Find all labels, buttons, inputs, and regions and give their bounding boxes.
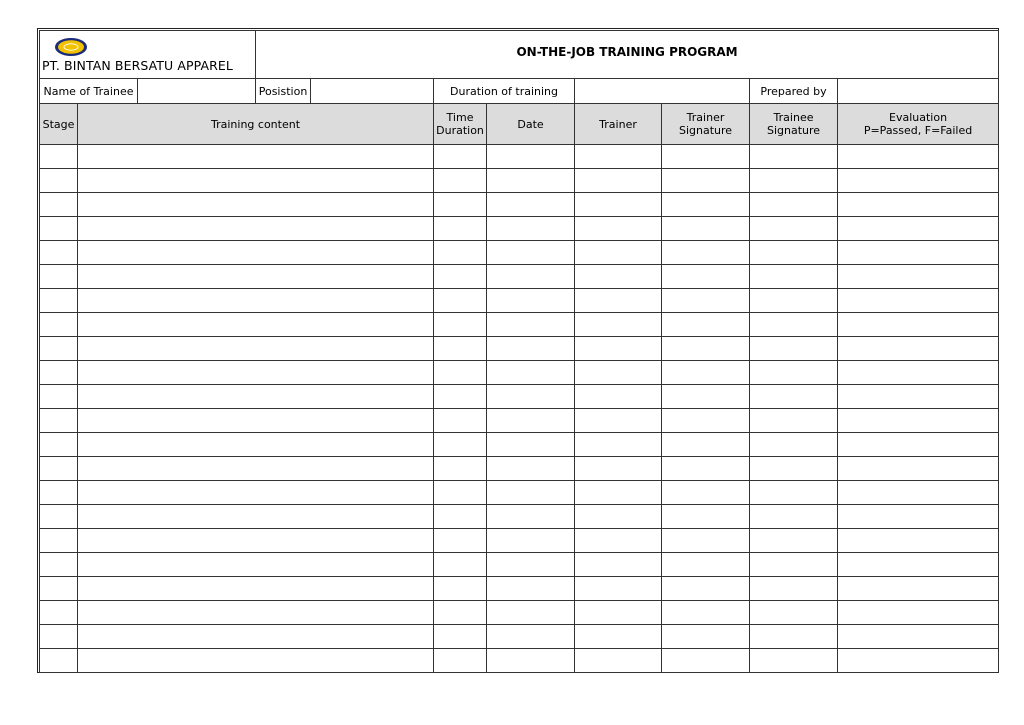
trainee-signature-cell[interactable] <box>750 457 838 481</box>
column-header-trainer: Trainer <box>575 104 662 145</box>
training-content-cell[interactable] <box>78 385 434 409</box>
trainee-signature-cell[interactable] <box>750 385 838 409</box>
date-cell[interactable] <box>487 601 575 625</box>
trainer-cell[interactable] <box>575 241 662 265</box>
trainer-signature-cell[interactable] <box>662 601 750 625</box>
stage-cell[interactable] <box>40 433 78 457</box>
stage-cell[interactable] <box>40 649 78 673</box>
company-logo <box>42 35 252 77</box>
trainee-signature-cell[interactable] <box>750 313 838 337</box>
trainer-signature-cell[interactable] <box>662 337 750 361</box>
trainer-cell[interactable] <box>575 193 662 217</box>
table-row <box>40 313 999 337</box>
date-cell[interactable] <box>487 145 575 169</box>
trainee-signature-cell[interactable] <box>750 265 838 289</box>
stage-cell[interactable] <box>40 601 78 625</box>
training-rows <box>40 145 999 673</box>
table-row <box>40 217 999 241</box>
trainer-cell[interactable] <box>575 625 662 649</box>
trainer-signature-cell[interactable] <box>662 577 750 601</box>
evaluation-cell[interactable] <box>838 409 999 433</box>
column-header-evaluation-line1: Evaluation <box>889 111 948 124</box>
time-duration-cell[interactable] <box>434 361 487 385</box>
trainee-signature-cell[interactable] <box>750 649 838 673</box>
trainer-signature-cell[interactable] <box>662 241 750 265</box>
name-of-trainee-label: Name of Trainee <box>40 79 138 104</box>
trainer-signature-cell[interactable] <box>662 193 750 217</box>
date-cell[interactable] <box>487 457 575 481</box>
time-duration-cell[interactable] <box>434 577 487 601</box>
trainer-cell[interactable] <box>575 433 662 457</box>
date-cell[interactable] <box>487 337 575 361</box>
column-header-date: Date <box>487 104 575 145</box>
trainer-cell[interactable] <box>575 145 662 169</box>
table-row <box>40 193 999 217</box>
date-cell[interactable] <box>487 289 575 313</box>
trainer-cell[interactable] <box>575 529 662 553</box>
trainer-cell[interactable] <box>575 289 662 313</box>
time-duration-cell[interactable] <box>434 289 487 313</box>
table-row <box>40 169 999 193</box>
date-cell[interactable] <box>487 217 575 241</box>
name-of-trainee-field[interactable] <box>138 79 256 104</box>
time-duration-cell[interactable] <box>434 385 487 409</box>
trainee-signature-cell[interactable] <box>750 289 838 313</box>
column-header-trainee-signature <box>750 104 838 145</box>
time-duration-cell[interactable] <box>434 505 487 529</box>
column-header-time-line1: Time <box>446 111 474 124</box>
trainee-info-row <box>40 79 999 104</box>
evaluation-cell[interactable] <box>838 289 999 313</box>
trainer-signature-cell[interactable] <box>662 553 750 577</box>
stage-cell[interactable] <box>40 529 78 553</box>
table-row <box>40 505 999 529</box>
trainer-signature-cell[interactable] <box>662 169 750 193</box>
trainee-signature-cell[interactable] <box>750 553 838 577</box>
trainer-cell[interactable] <box>575 313 662 337</box>
evaluation-cell[interactable] <box>838 505 999 529</box>
stage-cell[interactable] <box>40 265 78 289</box>
trainer-signature-cell[interactable] <box>662 313 750 337</box>
column-header-trainee-signature-line1: Trainee <box>773 111 814 124</box>
stage-cell[interactable] <box>40 553 78 577</box>
form-title-cell <box>256 31 999 79</box>
column-header-trainer-signature <box>662 104 750 145</box>
evaluation-cell[interactable] <box>838 193 999 217</box>
company-logo-emblem-icon <box>54 37 88 57</box>
evaluation-cell[interactable] <box>838 337 999 361</box>
table-row <box>40 145 999 169</box>
training-content-cell[interactable] <box>78 577 434 601</box>
trainer-signature-cell[interactable] <box>662 361 750 385</box>
trainer-signature-cell[interactable] <box>662 217 750 241</box>
trainer-cell[interactable] <box>575 553 662 577</box>
stage-cell[interactable] <box>40 241 78 265</box>
evaluation-cell[interactable] <box>838 313 999 337</box>
training-content-cell[interactable] <box>78 169 434 193</box>
evaluation-cell[interactable] <box>838 481 999 505</box>
table-row <box>40 601 999 625</box>
evaluation-cell[interactable] <box>838 241 999 265</box>
duration-of-training-label: Duration of training <box>434 79 575 104</box>
position-label: Posistion <box>256 79 311 104</box>
stage-cell[interactable] <box>40 217 78 241</box>
stage-cell[interactable] <box>40 409 78 433</box>
position-field[interactable] <box>311 79 434 104</box>
table-row <box>40 481 999 505</box>
date-cell[interactable] <box>487 529 575 553</box>
table-row <box>40 433 999 457</box>
stage-cell[interactable] <box>40 145 78 169</box>
time-duration-cell[interactable] <box>434 457 487 481</box>
evaluation-cell[interactable] <box>838 529 999 553</box>
date-cell[interactable] <box>487 193 575 217</box>
time-duration-cell[interactable] <box>434 481 487 505</box>
trainee-signature-cell[interactable] <box>750 505 838 529</box>
trainee-signature-cell[interactable] <box>750 361 838 385</box>
trainer-cell[interactable] <box>575 217 662 241</box>
stage-cell[interactable] <box>40 361 78 385</box>
date-cell[interactable] <box>487 265 575 289</box>
table-row <box>40 529 999 553</box>
form-header-row <box>40 31 999 79</box>
time-duration-cell[interactable] <box>434 553 487 577</box>
time-duration-cell[interactable] <box>434 409 487 433</box>
column-header-row <box>40 104 999 145</box>
table-row <box>40 289 999 313</box>
stage-cell[interactable] <box>40 313 78 337</box>
prepared-by-label: Prepared by <box>750 79 838 104</box>
column-header-evaluation-line2: P=Passed, F=Failed <box>863 124 973 137</box>
stage-cell[interactable] <box>40 577 78 601</box>
trainer-signature-cell[interactable] <box>662 505 750 529</box>
stage-cell[interactable] <box>40 337 78 361</box>
time-duration-cell[interactable] <box>434 337 487 361</box>
trainer-cell[interactable] <box>575 337 662 361</box>
time-duration-cell[interactable] <box>434 649 487 673</box>
date-cell[interactable] <box>487 577 575 601</box>
time-duration-cell[interactable] <box>434 217 487 241</box>
prepared-by-field[interactable] <box>838 79 999 104</box>
trainee-signature-cell[interactable] <box>750 433 838 457</box>
column-header-time-line2: Duration <box>436 124 484 137</box>
trainer-cell[interactable] <box>575 385 662 409</box>
time-duration-cell[interactable] <box>434 241 487 265</box>
trainee-signature-cell[interactable] <box>750 241 838 265</box>
date-cell[interactable] <box>487 385 575 409</box>
evaluation-cell[interactable] <box>838 265 999 289</box>
trainer-cell[interactable] <box>575 577 662 601</box>
trainer-cell[interactable] <box>575 505 662 529</box>
evaluation-cell[interactable] <box>838 577 999 601</box>
date-cell[interactable] <box>487 241 575 265</box>
trainee-signature-cell[interactable] <box>750 625 838 649</box>
training-content-cell[interactable] <box>78 313 434 337</box>
date-cell[interactable] <box>487 553 575 577</box>
date-cell[interactable] <box>487 505 575 529</box>
trainer-signature-cell[interactable] <box>662 409 750 433</box>
trainer-signature-cell[interactable] <box>662 145 750 169</box>
date-cell[interactable] <box>487 625 575 649</box>
table-row <box>40 385 999 409</box>
trainer-signature-cell[interactable] <box>662 625 750 649</box>
training-content-cell[interactable] <box>78 265 434 289</box>
time-duration-cell[interactable] <box>434 265 487 289</box>
trainer-cell[interactable] <box>575 409 662 433</box>
trainer-signature-cell[interactable] <box>662 265 750 289</box>
date-cell[interactable] <box>487 313 575 337</box>
stage-cell[interactable] <box>40 481 78 505</box>
evaluation-cell[interactable] <box>838 145 999 169</box>
time-duration-cell[interactable] <box>434 145 487 169</box>
training-content-cell[interactable] <box>78 529 434 553</box>
training-content-cell[interactable] <box>78 361 434 385</box>
evaluation-cell[interactable] <box>838 217 999 241</box>
training-content-cell[interactable] <box>78 193 434 217</box>
training-content-cell[interactable] <box>78 505 434 529</box>
stage-cell[interactable] <box>40 193 78 217</box>
date-cell[interactable] <box>487 361 575 385</box>
table-row <box>40 553 999 577</box>
training-content-cell[interactable] <box>78 241 434 265</box>
time-duration-cell[interactable] <box>434 193 487 217</box>
table-row <box>40 457 999 481</box>
column-header-time-duration <box>434 104 487 145</box>
trainee-signature-cell[interactable] <box>750 169 838 193</box>
trainer-signature-cell[interactable] <box>662 385 750 409</box>
date-cell[interactable] <box>487 433 575 457</box>
duration-of-training-field[interactable] <box>575 79 750 104</box>
evaluation-cell[interactable] <box>838 553 999 577</box>
time-duration-cell[interactable] <box>434 529 487 553</box>
date-cell[interactable] <box>487 169 575 193</box>
column-header-stage: Stage <box>40 104 78 145</box>
trainee-signature-cell[interactable] <box>750 337 838 361</box>
training-content-cell[interactable] <box>78 217 434 241</box>
trainer-cell[interactable] <box>575 457 662 481</box>
stage-cell[interactable] <box>40 169 78 193</box>
column-header-trainer-signature-line1: Trainer <box>686 111 725 124</box>
trainee-signature-cell[interactable] <box>750 601 838 625</box>
table-row <box>40 337 999 361</box>
evaluation-cell[interactable] <box>838 385 999 409</box>
trainee-signature-cell[interactable] <box>750 409 838 433</box>
time-duration-cell[interactable] <box>434 169 487 193</box>
training-content-cell[interactable] <box>78 337 434 361</box>
trainer-cell[interactable] <box>575 169 662 193</box>
training-content-cell[interactable] <box>78 649 434 673</box>
trainer-signature-cell[interactable] <box>662 529 750 553</box>
trainer-cell[interactable] <box>575 601 662 625</box>
trainee-signature-cell[interactable] <box>750 217 838 241</box>
trainee-signature-cell[interactable] <box>750 145 838 169</box>
table-row <box>40 649 999 673</box>
trainee-signature-cell[interactable] <box>750 577 838 601</box>
trainee-signature-cell[interactable] <box>750 481 838 505</box>
evaluation-cell[interactable] <box>838 625 999 649</box>
trainer-cell[interactable] <box>575 361 662 385</box>
date-cell[interactable] <box>487 481 575 505</box>
trainer-cell[interactable] <box>575 265 662 289</box>
time-duration-cell[interactable] <box>434 313 487 337</box>
evaluation-cell[interactable] <box>838 457 999 481</box>
table-row <box>40 265 999 289</box>
trainer-signature-cell[interactable] <box>662 481 750 505</box>
trainee-signature-cell[interactable] <box>750 529 838 553</box>
table-row <box>40 409 999 433</box>
evaluation-cell[interactable] <box>838 649 999 673</box>
time-duration-cell[interactable] <box>434 625 487 649</box>
evaluation-cell[interactable] <box>838 361 999 385</box>
trainer-signature-cell[interactable] <box>662 457 750 481</box>
training-program-table <box>39 30 999 673</box>
stage-cell[interactable] <box>40 289 78 313</box>
training-content-cell[interactable] <box>78 601 434 625</box>
column-header-training-content: Training content <box>78 104 434 145</box>
stage-cell[interactable] <box>40 625 78 649</box>
trainer-signature-cell[interactable] <box>662 289 750 313</box>
evaluation-cell[interactable] <box>838 433 999 457</box>
table-row <box>40 577 999 601</box>
time-duration-cell[interactable] <box>434 433 487 457</box>
trainee-signature-cell[interactable] <box>750 193 838 217</box>
trainer-cell[interactable] <box>575 481 662 505</box>
training-content-cell[interactable] <box>78 553 434 577</box>
stage-cell[interactable] <box>40 505 78 529</box>
trainer-signature-cell[interactable] <box>662 433 750 457</box>
column-header-trainer-signature-line2: Signature <box>678 124 733 137</box>
date-cell[interactable] <box>487 409 575 433</box>
evaluation-cell[interactable] <box>838 601 999 625</box>
training-content-cell[interactable] <box>78 145 434 169</box>
table-row <box>40 241 999 265</box>
training-content-cell[interactable] <box>78 433 434 457</box>
date-cell[interactable] <box>487 649 575 673</box>
stage-cell[interactable] <box>40 457 78 481</box>
table-row <box>40 361 999 385</box>
training-content-cell[interactable] <box>78 457 434 481</box>
column-header-trainee-signature-line2: Signature <box>766 124 821 137</box>
table-row <box>40 625 999 649</box>
company-logo-cell <box>40 31 256 79</box>
training-content-cell[interactable] <box>78 481 434 505</box>
training-content-cell[interactable] <box>78 289 434 313</box>
evaluation-cell[interactable] <box>838 169 999 193</box>
trainer-cell[interactable] <box>575 649 662 673</box>
column-header-evaluation <box>838 104 999 145</box>
company-name: PT. BINTAN BERSATU APPAREL <box>42 58 233 73</box>
time-duration-cell[interactable] <box>434 601 487 625</box>
trainer-signature-cell[interactable] <box>662 649 750 673</box>
form-title: ON-THE-JOB TRAINING PROGRAM <box>516 45 738 59</box>
stage-cell[interactable] <box>40 385 78 409</box>
training-content-cell[interactable] <box>78 625 434 649</box>
training-content-cell[interactable] <box>78 409 434 433</box>
